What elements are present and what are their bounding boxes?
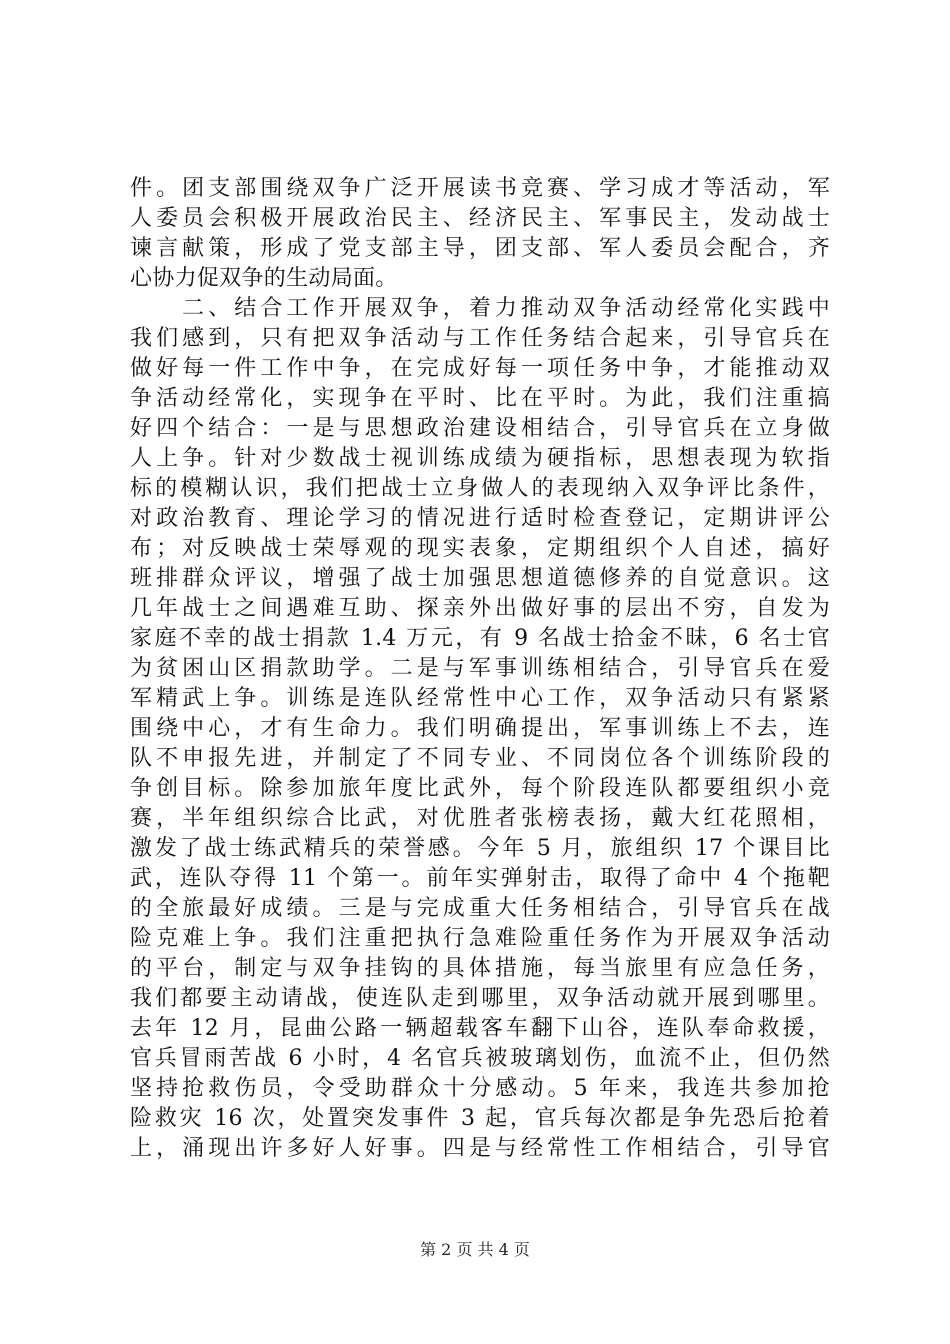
page-number-footer: 第 2 页 共 4 页 bbox=[420, 1240, 530, 1259]
text-line: 班排群众评议，增强了战士加强思想道德修养的自觉意识。这 bbox=[130, 566, 830, 591]
text-line: 争创目标。除参加旅年度比武外，每个阶段连队都要组织小竞 bbox=[130, 776, 830, 801]
text-line: 谏言献策，形成了党支部主导，团支部、军人委员会配合，齐 bbox=[130, 236, 830, 261]
text-line: 人委员会积极开展政治民主、经济民主、军事民主，发动战士 bbox=[130, 206, 830, 231]
text-line: 去年 12 月，昆曲公路一辆超载客车翻下山谷，连队奉命救援， bbox=[130, 1016, 830, 1041]
text-line: 家庭不幸的战士捐款 1.4 万元，有 9 名战士拾金不昧，6 名士官 bbox=[130, 626, 830, 651]
text-line: 人上争。针对少数战士视训练成绩为硬指标，思想表现为软指 bbox=[130, 446, 830, 471]
text-line: 争活动经常化，实现争在平时、比在平时。为此，我们注重搞 bbox=[130, 386, 830, 411]
text-line: 险克难上争。我们注重把执行急难险重任务作为开展双争活动 bbox=[130, 926, 830, 951]
text-line: 件。团支部围绕双争广泛开展读书竞赛、学习成才等活动，军 bbox=[130, 176, 830, 201]
text-line: 几年战士之间遇难互助、探亲外出做好事的层出不穷，自发为 bbox=[130, 596, 830, 621]
text-line: 心协力促双争的生动局面。 bbox=[130, 266, 398, 291]
text-line: 围绕中心，才有生命力。我们明确提出，军事训练上不去，连 bbox=[130, 716, 830, 741]
text-line: 上，涌现出许多好人好事。四是与经常性工作相结合，引导官 bbox=[130, 1136, 830, 1161]
text-line: 官兵冒雨苦战 6 小时，4 名官兵被玻璃划伤，血流不止，但仍然 bbox=[130, 1046, 830, 1071]
text-line: 险救灾 16 次，处置突发事件 3 起，官兵每次都是争先恐后抢着 bbox=[130, 1106, 830, 1131]
text-line: 武，连队夺得 11 个第一。前年实弹射击，取得了命中 4 个拖靶 bbox=[130, 866, 830, 891]
text-line: 对政治教育、理论学习的情况进行适时检查登记，定期讲评公 bbox=[130, 506, 830, 531]
text-line: 我们都要主动请战，使连队走到哪里，双争活动就开展到哪里。 bbox=[130, 986, 830, 1011]
text-line: 二、结合工作开展双争，着力推动双争活动经常化实践中 bbox=[130, 296, 830, 321]
text-line: 队不申报先进，并制定了不同专业、不同岗位各个训练阶段的 bbox=[130, 746, 830, 771]
text-line: 布；对反映战士荣辱观的现实表象，定期组织个人自述，搞好 bbox=[130, 536, 830, 561]
text-line: 的平台，制定与双争挂钩的具体措施，每当旅里有应急任务， bbox=[130, 956, 830, 981]
text-line: 军精武上争。训练是连队经常性中心工作，双争活动只有紧紧 bbox=[130, 686, 830, 711]
text-line: 做好每一件工作中争，在完成好每一项任务中争，才能推动双 bbox=[130, 356, 830, 381]
text-line: 标的模糊认识，我们把战士立身做人的表现纳入双争评比条件， bbox=[130, 476, 830, 501]
text-line: 为贫困山区捐款助学。二是与军事训练相结合，引导官兵在爱 bbox=[130, 656, 830, 681]
text-line: 激发了战士练武精兵的荣誉感。今年 5 月，旅组织 17 个课目比 bbox=[130, 836, 830, 861]
text-line: 我们感到，只有把双争活动与工作任务结合起来，引导官兵在 bbox=[130, 326, 830, 351]
text-line: 赛，半年组织综合比武，对优胜者张榜表扬，戴大红花照相， bbox=[130, 806, 830, 831]
text-line: 坚持抢救伤员，令受助群众十分感动。5 年来，我连共参加抢 bbox=[130, 1076, 830, 1101]
text-line: 好四个结合：一是与思想政治建设相结合，引导官兵在立身做 bbox=[130, 416, 830, 441]
text-line: 的全旅最好成绩。三是与完成重大任务相结合，引导官兵在战 bbox=[130, 896, 830, 921]
body-text bbox=[130, 174, 830, 1164]
